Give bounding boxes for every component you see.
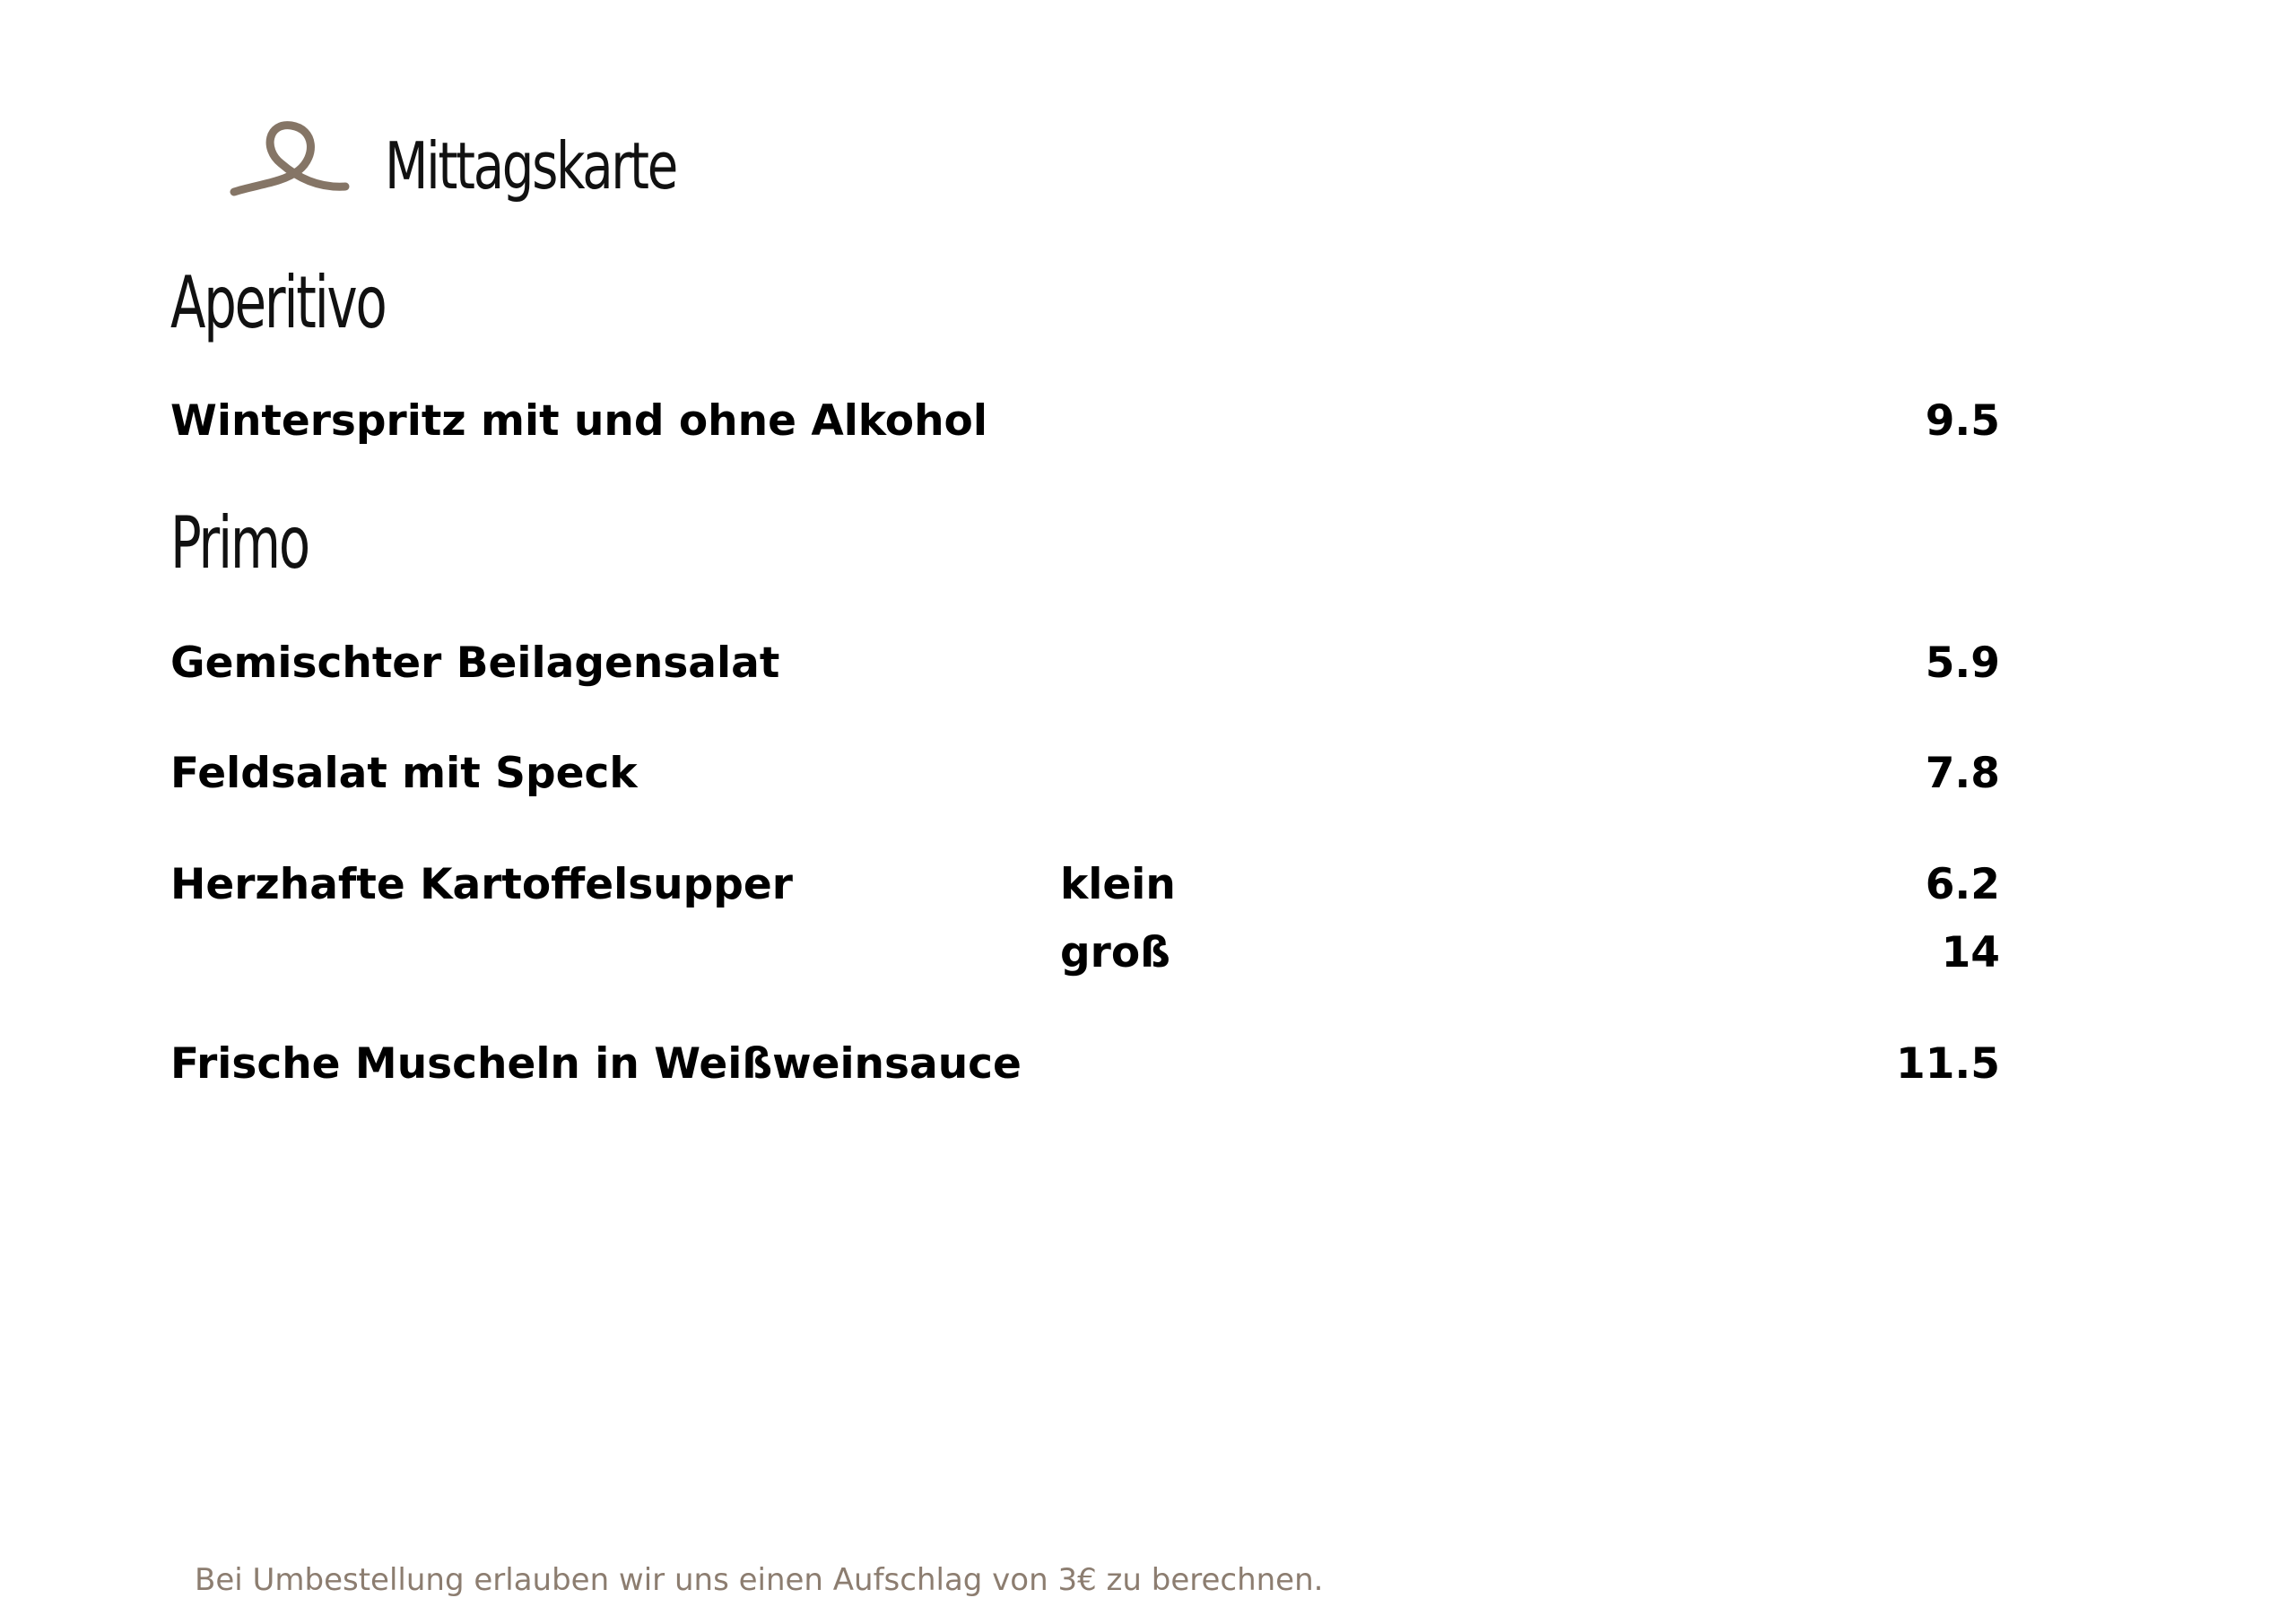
menu-item xyxy=(170,395,2000,448)
section-title-aperitivo: Aperitivo xyxy=(170,261,386,344)
ribbon-loop-icon xyxy=(229,117,354,215)
item-price: 9.5 xyxy=(1925,396,2000,446)
menu-item xyxy=(170,858,2000,912)
menu-item xyxy=(170,1038,2000,1091)
item-name: Frische Muscheln in Weißweinsauce xyxy=(170,1039,1022,1089)
item-price: 11.5 xyxy=(1896,1039,2000,1089)
item-name: Winterspritz mit und ohne Alkohol xyxy=(170,396,987,446)
item-name: Gemischter Beilagensalat xyxy=(170,638,780,688)
page-title: Mittagskarte xyxy=(385,128,676,204)
item-price: 6.2 xyxy=(1925,860,2000,909)
item-price: 5.9 xyxy=(1925,638,2000,688)
menu-item xyxy=(170,637,2000,690)
item-price: 7.8 xyxy=(1925,749,2000,798)
item-size: groß xyxy=(1060,928,1170,977)
menu-item xyxy=(170,747,2000,801)
menu-item xyxy=(170,926,2000,980)
item-name: Feldsalat mit Speck xyxy=(170,749,638,798)
item-size: klein xyxy=(1060,860,1176,909)
item-price: 14 xyxy=(1941,928,2000,977)
footer-note: Bei Umbestellung erlauben wir uns einen Aufschlag von 3€ zu berechnen. xyxy=(195,1562,1324,1598)
page-header xyxy=(229,108,759,224)
item-name: Herzhafte Kartoffelsupper xyxy=(170,860,793,909)
section-title-primo: Primo xyxy=(170,501,309,585)
